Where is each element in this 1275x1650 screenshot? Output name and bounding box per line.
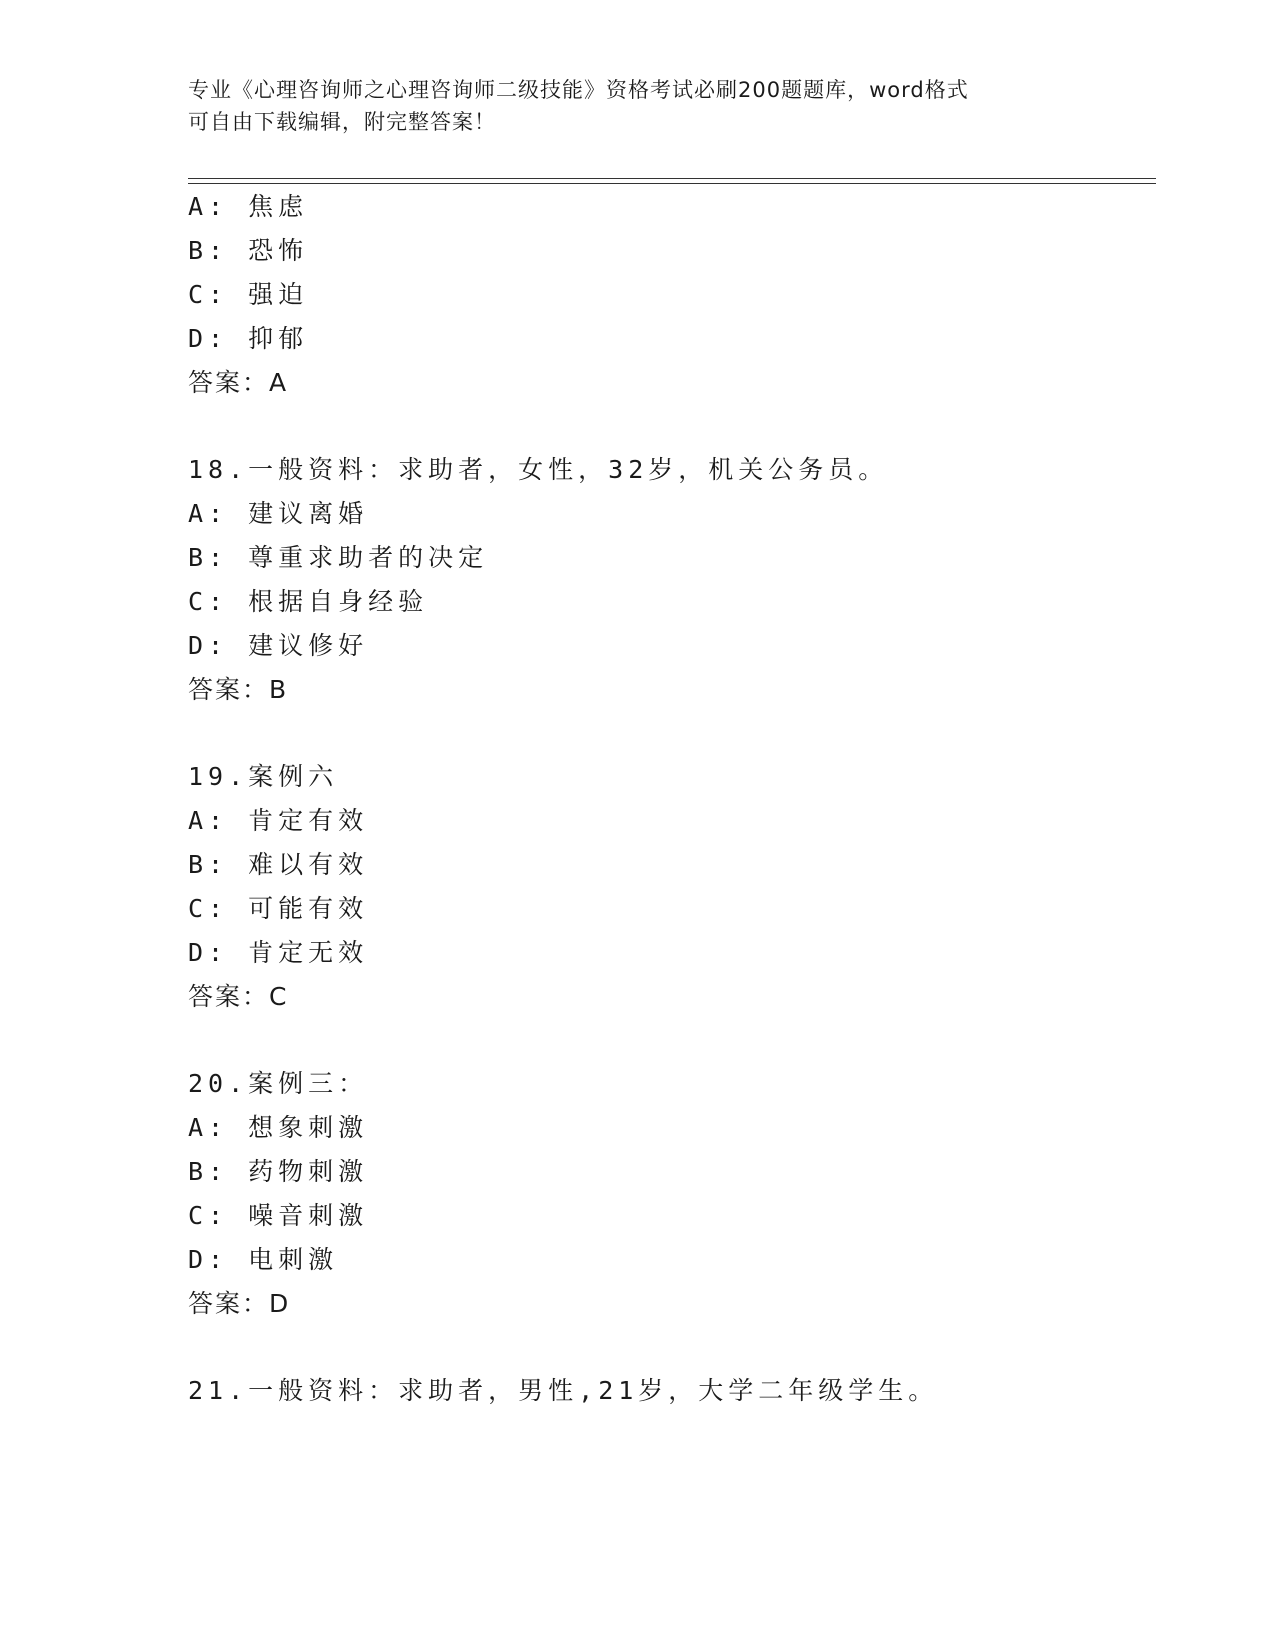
option-line: A: 肯定有效 — [188, 806, 369, 835]
option-line: C: 噪音刺激 — [188, 1201, 369, 1230]
question-line: 20.案例三： — [188, 1069, 369, 1098]
option-line: A: 建议离婚 — [188, 499, 369, 528]
header-rule-top — [188, 178, 1156, 179]
option-line: A: 焦虑 — [188, 192, 309, 221]
option-line: B: 尊重求助者的决定 — [188, 543, 489, 572]
option-line: C: 根据自身经验 — [188, 587, 429, 616]
option-line: D: 抑郁 — [188, 324, 309, 353]
question-line: 19.案例六 — [188, 762, 339, 791]
document-header — [188, 74, 1088, 138]
option-line: C: 可能有效 — [188, 894, 369, 923]
answer-line: 答案：D — [188, 1289, 291, 1318]
option-line: B: 恐怖 — [188, 236, 309, 265]
answer-line: 答案：B — [188, 675, 289, 704]
answer-line: 答案：C — [188, 982, 289, 1011]
option-line: B: 难以有效 — [188, 850, 369, 879]
question-line: 21.一般资料：求助者，男性,21岁，大学二年级学生。 — [188, 1376, 939, 1405]
option-line: D: 肯定无效 — [188, 938, 369, 967]
option-line: D: 建议修好 — [188, 631, 369, 660]
header-rule-bottom — [188, 183, 1156, 184]
option-line: A: 想象刺激 — [188, 1113, 369, 1142]
question-line: 18.一般资料：求助者，女性，32岁，机关公务员。 — [188, 455, 889, 484]
header-line-2: 可自由下载编辑，附完整答案！ — [188, 110, 496, 134]
answer-line: 答案：A — [188, 368, 289, 397]
option-line: B: 药物刺激 — [188, 1157, 369, 1186]
header-line-1: 专业《心理咨询师之心理咨询师二级技能》资格考试必刷200题题库，word格式 — [188, 78, 969, 102]
option-line: D: 电刺激 — [188, 1245, 339, 1274]
option-line: C: 强迫 — [188, 280, 309, 309]
